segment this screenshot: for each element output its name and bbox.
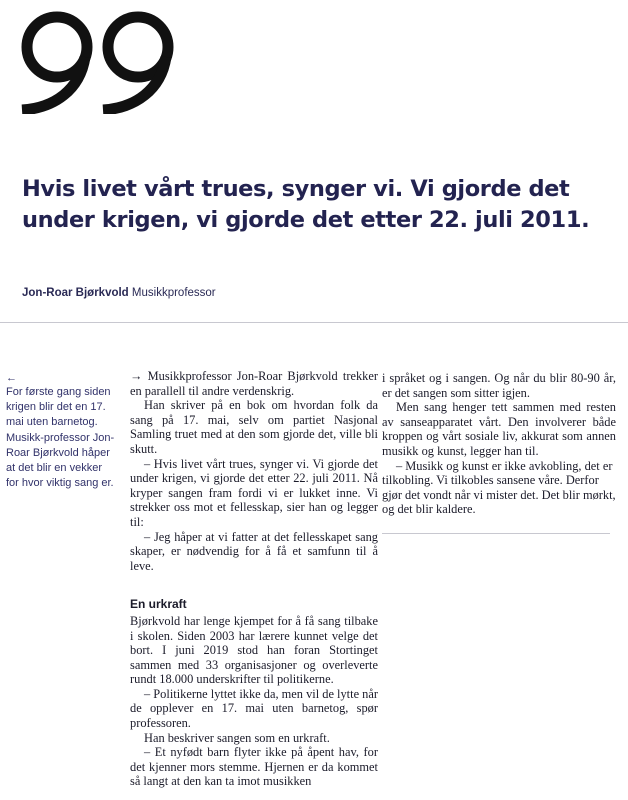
column-end-divider (382, 533, 610, 534)
paragraph: Han beskriver sangen som en urkraft. (144, 730, 330, 745)
photo-caption (6, 372, 116, 491)
paragraph: – Politikerne lyttet ikke da, men vil de lytte når de opplever en 17. mai uten barnetog, spør professoren. (130, 686, 378, 731)
caption-text: For første gang siden krigen blir det en 17. mai uten barnetog. Musikk-professor Jon-Roar Bjørkvold håper at det blir en vekker for hvor viktig sang er. (6, 386, 115, 490)
paragraph: Men sang henger tett sammen med resten av sanseapparatet vårt. Den involverer både kroppen og vårt sosiale liv, akkurat som annen musikk og kunst, legger han til. (382, 400, 616, 458)
headline: Hvis livet vårt trues, synger vi. Vi gjorde det under krigen, vi gjorde det etter 22. juli 2011. (22, 176, 590, 233)
paragraph: – Hvis livet vårt trues, synger vi. Vi gjorde det under krigen, vi gjorde det etter 22. juli 2011. Nå kryper sangen fram fordi vi er lukket inne. Vi strekker oss mot et fellesskap, sier han og legger til: (130, 456, 378, 529)
author-name: Jon-Roar Bjørkvold (22, 287, 129, 299)
subheading: En urkraft (130, 597, 187, 612)
paragraph: – Et nyfødt barn flyter ikke på åpent hav, for det kjenner mors stemme. Hjernen er da kommet så langt at den kan ta imot musikken (130, 745, 378, 789)
author-title: Musikkprofessor (131, 287, 216, 299)
quote-mark-icon (14, 2, 184, 114)
paragraph: → Musikkprofessor Jon-Roar Bjørkvold trekker en parallell til andre verdenskrig. (130, 369, 378, 398)
paragraph: – Jeg håper at vi fatter at det fellesskapet sang skaper, er nødvendig for å få et samfunn til å leve. (130, 529, 378, 573)
paragraph: – Musikk og kunst er ikke avkobling, det er tilkobling. Vi tilkobles sansene våre. Derfor gjør det vondt når vi mister det. Det blir mørkt, og det blir kaldere. (382, 458, 616, 517)
paragraph: Han skriver på en bok om hvordan folk da sang på 17. mai, selv om partiet Nasjonal Samling truet med at den som gjorde det, ville bli skutt. (130, 398, 378, 456)
body-column-1 (130, 369, 378, 789)
divider (0, 322, 628, 323)
arrow-left-icon: ← (6, 372, 17, 384)
byline (22, 287, 216, 299)
body-column-2 (382, 371, 616, 534)
paragraph: i språket og i sangen. Og når du blir 80-90 år, er det sangen som sitter igjen. (382, 371, 616, 400)
paragraph: Bjørkvold har lenge kjempet for å få sang tilbake i skolen. Siden 2003 har lærere kunnet velge det bort. I juni 2019 stod han foran Stortinget sammen med 33 organisasjoner og overleverte rundt 18.000 underskrifter til politikerne. (130, 613, 378, 687)
